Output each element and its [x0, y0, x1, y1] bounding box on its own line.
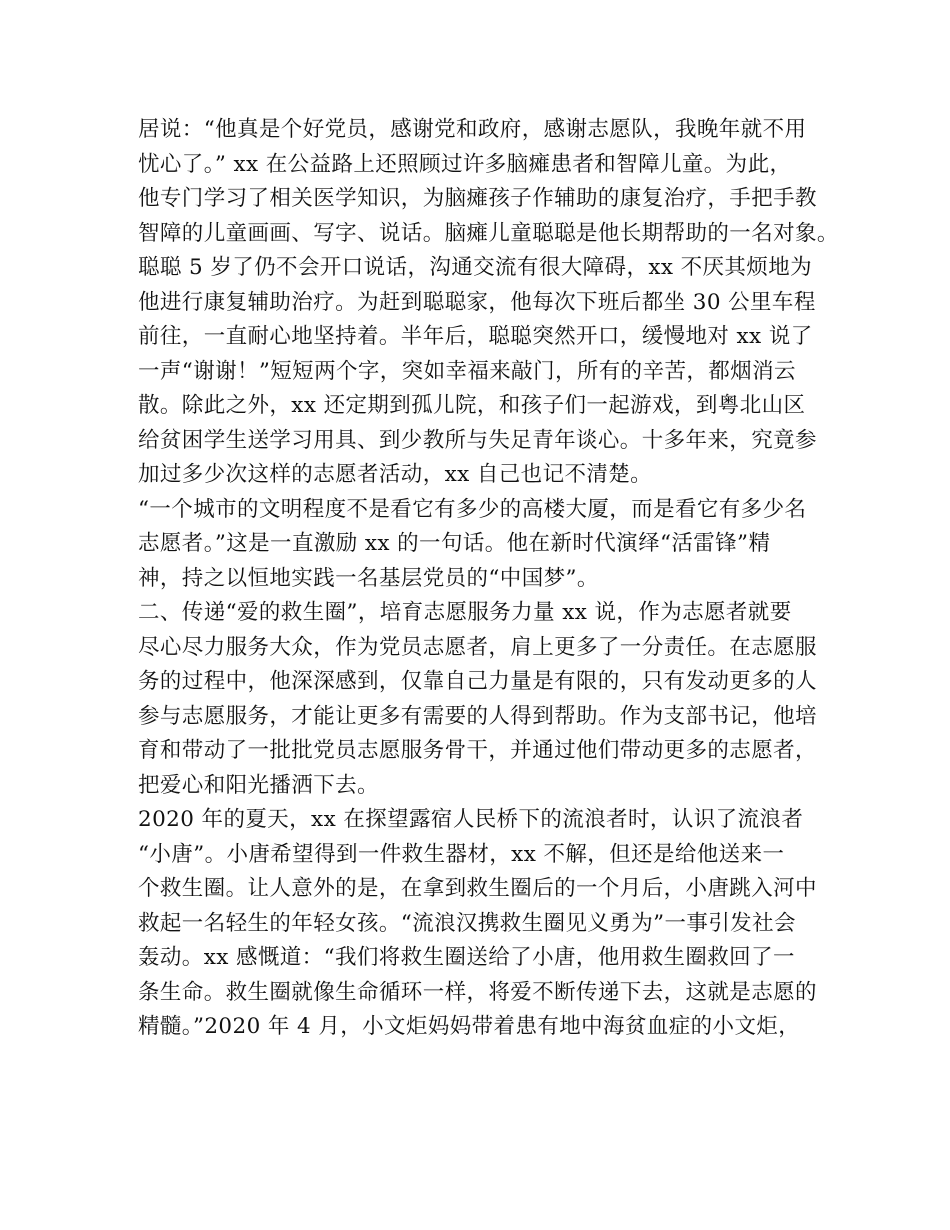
- text-line: 他进行康复辅助治疗。为赶到聪聪家，他每次下班后都坐 30 公里车程: [138, 289, 816, 315]
- text-line: 加过多少次这样的志愿者活动，xx 自己也记不清楚。: [138, 462, 653, 487]
- text-line: 尽心尽力服务大众，作为党员志愿者，肩上更多了一分责任。在志愿服: [138, 634, 817, 660]
- text-line: “一个城市的文明程度不是看它有多少的高楼大厦，而是看它有多少名: [138, 496, 807, 522]
- text-line: 轰动。xx 感慨道：“我们将救生圈送给了小唐，他用救生圈救回了一: [138, 945, 795, 970]
- text-line: 参与志愿服务，才能让更多有需要的人得到帮助。作为支部书记，他培: [138, 703, 817, 729]
- text-line: 智障的儿童画画、写字、说话。脑瘫儿童聪聪是他长期帮助的一名对象。: [138, 220, 839, 246]
- text-line: 务的过程中，他深深感到，仅靠自己力量是有限的，只有发动更多的人: [138, 669, 817, 694]
- text-line: 2020 年的夏天，xx 在探望露宿人民桥下的流浪者时，认识了流浪者: [138, 807, 804, 832]
- text-line: 给贫困学生送学习用具、到少教所与失足青年谈心。十多年来，究竟参: [138, 427, 817, 453]
- text-line: 个救生圈。让人意外的是，在拿到救生圈后的一个月后，小唐跳入河中: [138, 876, 817, 901]
- text-line: “小唐”。小唐希望得到一件救生器材，xx 不解，但还是给他送来一: [138, 841, 785, 867]
- text-line: 育和带动了一批批党员志愿服务骨干，并通过他们带动更多的志愿者，: [138, 738, 817, 763]
- text-line: 志愿者。”这是一直激励 xx 的一句话。他在新时代演绎“活雷锋”精: [138, 531, 771, 556]
- text-line: 聪聪 5 岁了仍不会开口说话，沟通交流有很大障碍，xx 不厌其烦地为: [138, 255, 813, 280]
- text-line: 救起一名轻生的年轻女孩。“流浪汉携救生圈见义勇为”一事引发社会: [138, 910, 796, 936]
- text-line: 散。除此之外，xx 还定期到孤儿院，和孩子们一起游戏，到粤北山区: [138, 393, 806, 418]
- text-line: 前往，一直耐心地坚持着。半年后，聪聪突然开口，缓慢地对 xx 说了: [138, 324, 813, 349]
- text-line: 精髓。”2020 年 4 月，小文炬妈妈带着患有地中海贫血症的小文炬，: [138, 1014, 801, 1039]
- text-line: 居说：“他真是个好党员，感谢党和政府，感谢志愿队，我晚年就不用: [138, 117, 807, 142]
- text-line: 忧心了。” xx 在公益路上还照顾过许多脑瘫患者和智障儿童。为此，: [138, 151, 792, 177]
- body-text: [138, 113, 838, 1045]
- text-line: 一声“谢谢！”短短两个字，突如幸福来敲门，所有的辛苦，都烟消云: [138, 358, 796, 384]
- text-line: 神，持之以恒地实践一名基层党员的“中国梦”。: [138, 565, 599, 591]
- text-line: 他专门学习了相关医学知识，为脑瘫孩子作辅助的康复治疗，手把手教: [138, 186, 817, 211]
- text-line: 把爱心和阳光播洒下去。: [138, 772, 379, 798]
- text-line: 二、传递“爱的救生圈”，培育志愿服务力量 xx 说，作为志愿者就要: [138, 600, 792, 625]
- text-line: 条生命。救生圈就像生命循环一样，将爱不断传递下去，这就是志愿的: [138, 979, 817, 1005]
